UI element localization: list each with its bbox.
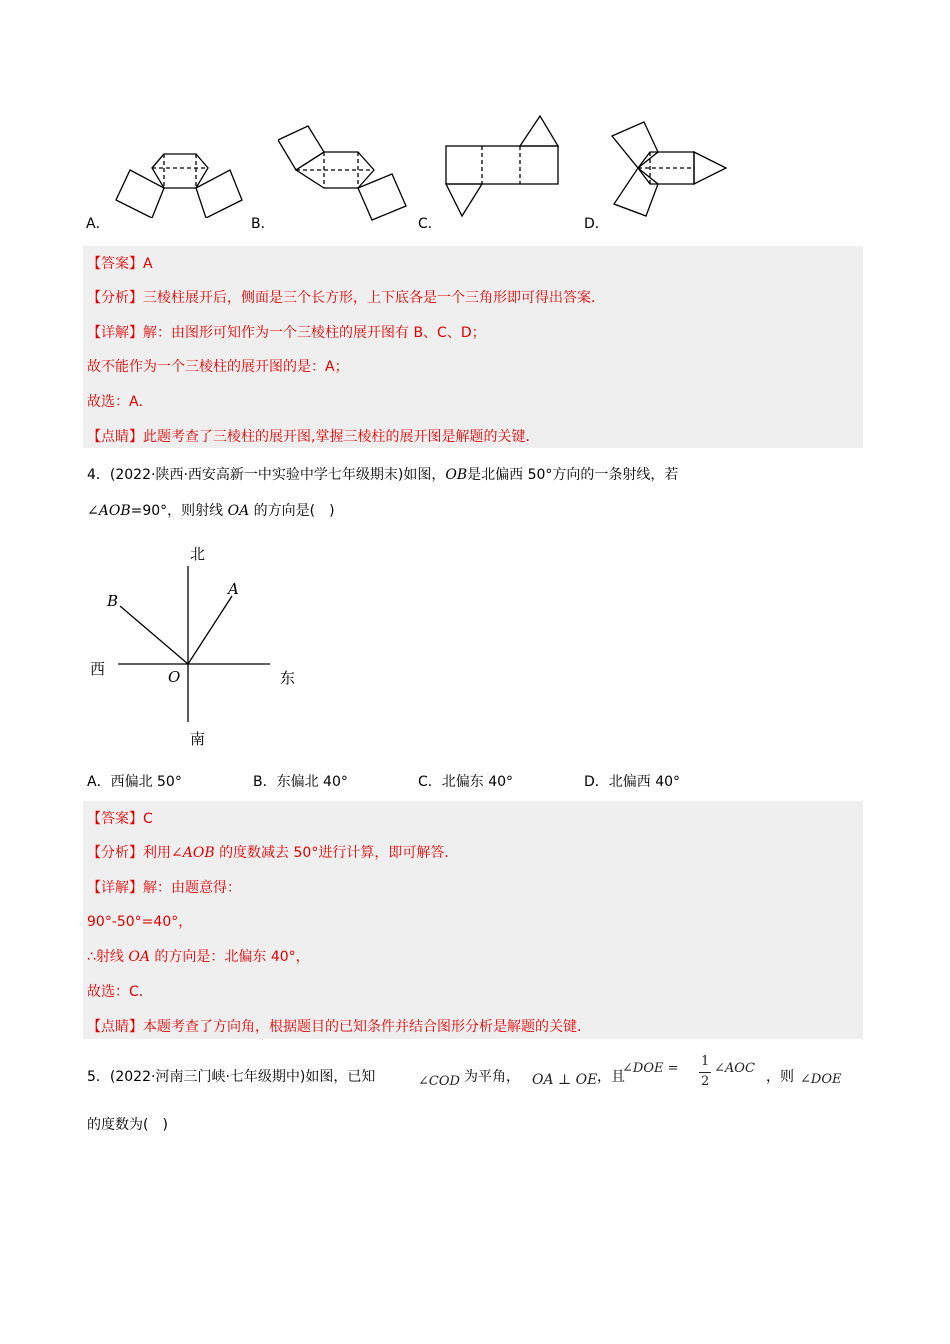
q5-text-and: ，且 (597, 1069, 625, 1085)
q5-equation-lhs: ∠DOE = (622, 1061, 679, 1076)
q3-analysis: 【分析】三棱柱展开后，侧面是三个长方形，上下底各是一个三角形即可得出答案． (87, 290, 605, 306)
q5-stem-line-2: 的度数为( ) (87, 1117, 168, 1133)
label-west: 西 (90, 660, 106, 678)
q5-text-straight-angle: 为平角， (464, 1069, 520, 1085)
q3-comment: 【点睛】此题考查了三棱柱的展开图,掌握三棱柱的展开图是解题的关键． (87, 429, 540, 445)
q4-comment: 【点睛】本题考查了方向角，根据题目的已知条件并结合图形分析是解题的关键． (87, 1019, 591, 1035)
option-a-label: A． (86, 216, 110, 232)
net-figure-d (610, 118, 735, 228)
net-figure-c (440, 112, 565, 222)
q5-fraction-denominator: 2 (701, 1074, 710, 1089)
label-south: 南 (190, 730, 206, 748)
option-b-label: B． (251, 216, 275, 232)
label-o: O (168, 668, 181, 686)
q4-option-c: C．北偏东 40° (418, 774, 514, 790)
q5-angle-doe: ∠DOE (800, 1072, 842, 1087)
compass-figure (110, 560, 280, 730)
q5-equation-rhs: ∠AOC (714, 1061, 755, 1076)
q5-fraction-numerator: 1 (701, 1054, 710, 1069)
q3-answer: 【答案】A (87, 256, 153, 272)
q4-option-b: B．东偏北 40° (253, 774, 348, 790)
q4-analysis: 【分析】利用∠AOB 的度数减去 50°进行计算，即可解答． (87, 845, 459, 861)
q4-detail-1: 【详解】解：由题意得： (87, 880, 241, 896)
option-d-label: D． (584, 216, 609, 232)
q3-detail-2: 故不能作为一个三棱柱的展开图的是：A； (87, 359, 349, 375)
q4-option-d: D．北偏西 40° (584, 774, 681, 790)
q5-stem-prefix: 5．(2022·河南三门峡·七年级期中)如图，已知 (87, 1069, 376, 1085)
q3-answer-box (83, 246, 863, 448)
q3-detail-1: 【详解】解：由图形可知作为一个三棱柱的展开图有 B、C、D； (87, 325, 486, 341)
net-figure-b (278, 122, 418, 222)
q4-answer: 【答案】C (87, 811, 153, 827)
q4-option-a: A．西偏北 50° (87, 774, 182, 790)
q4-stem-line-1: 4．(2022·陕西·西安高新一中实验中学七年级期末)如图，OB是北偏西 50°方向的一条射线，若 (87, 467, 679, 483)
label-a: A (228, 580, 239, 598)
option-c-label: C． (418, 216, 442, 232)
q5-perpendicular: OA ⊥ OE (532, 1072, 598, 1088)
q4-stem-line-2: ∠AOB=90°，则射线 OA 的方向是( ) (87, 503, 335, 519)
q5-text-then: ，则 (766, 1069, 794, 1085)
q4-detail-4: 故选：C． (87, 984, 153, 1000)
q4-answer-box (83, 801, 863, 1039)
q3-detail-3: 故选：A． (87, 394, 153, 410)
q5-angle-cod: ∠COD (418, 1074, 460, 1089)
q5-fraction-bar (699, 1072, 711, 1073)
label-north: 北 (190, 545, 206, 563)
net-figure-a (108, 148, 248, 218)
q4-detail-2: 90°-50°=40°， (87, 914, 193, 930)
label-b: B (107, 592, 119, 610)
label-east: 东 (280, 669, 296, 687)
q4-detail-3: ∴射线 OA 的方向是：北偏东 40°， (87, 949, 310, 965)
